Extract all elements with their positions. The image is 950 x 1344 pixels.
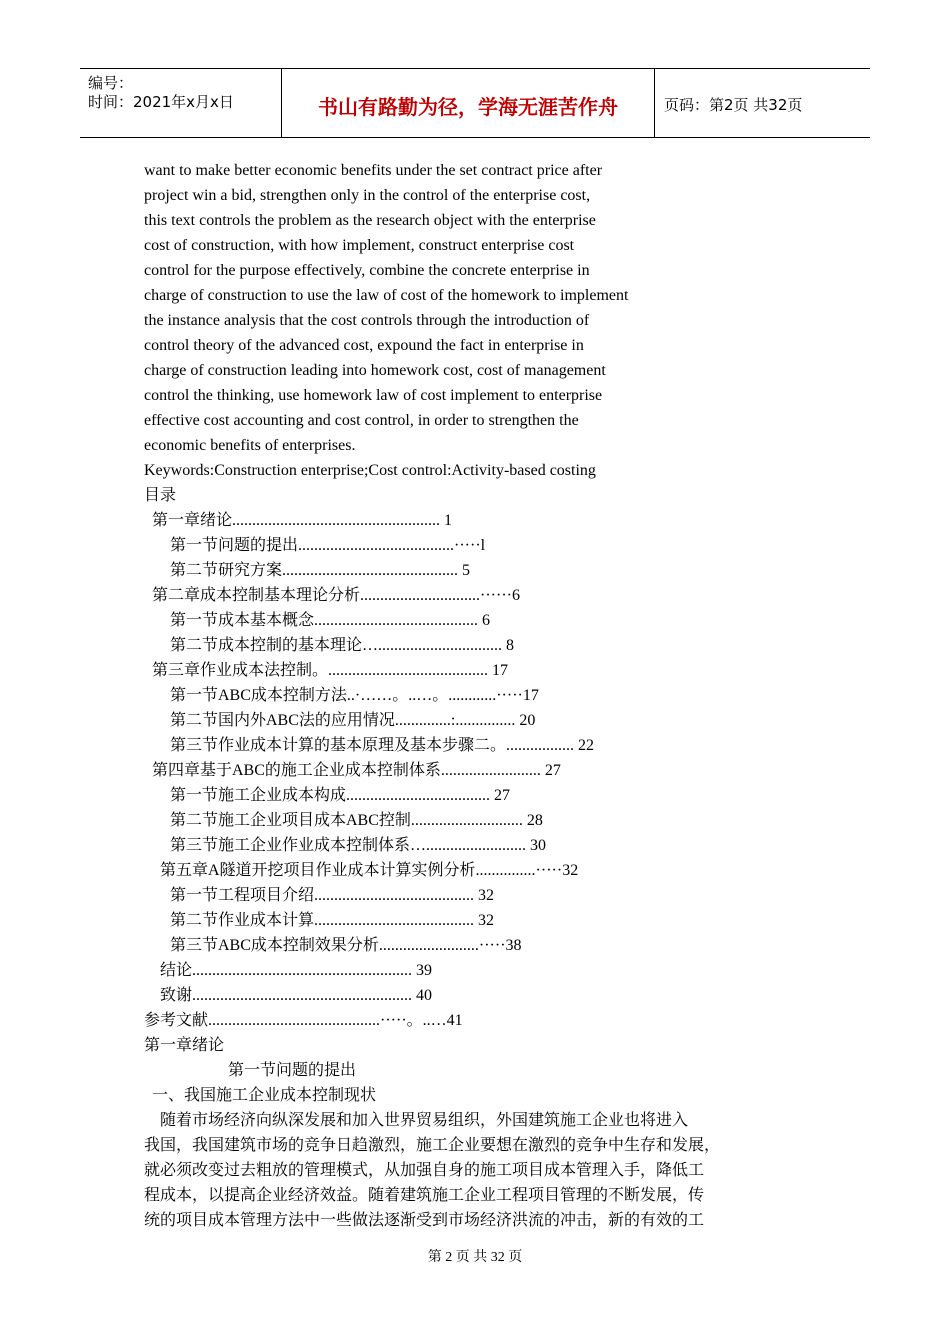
toc-entry: 第二节作业成本计算........................................ 32	[170, 912, 495, 929]
header-info-cell	[80, 69, 280, 137]
keywords: Keywords:Construction enterprise;Cost control:Activity-based costing	[144, 462, 596, 479]
time-label: 时间：2021年x月x日	[88, 93, 234, 111]
body-paragraph	[144, 1108, 764, 1233]
document-body	[144, 158, 764, 1233]
abstract-line: this text controls the problem as the research object with the enterprise	[144, 212, 596, 229]
abstract-line: charge of construction to use the law of cost of the homework to implement	[144, 287, 629, 304]
abstract-line: effective cost accounting and cost control, in order to strengthen the	[144, 412, 579, 429]
chapter-title: 第一章绪论	[144, 1037, 225, 1054]
abstract-line: project win a bid, strengthen only in the control of the enterprise cost,	[144, 187, 591, 204]
toc-entry: 第二节成本控制的基本理论…............................... 8	[170, 637, 515, 654]
paragraph-line: 就必须改变过去粗放的管理模式，从加强自身的施工项目成本管理入手，降低工	[144, 1162, 705, 1179]
paragraph-line: 统的项目成本管理方法中一些做法逐渐受到市场经济洪流的冲击，新的有效的工	[144, 1212, 705, 1229]
page-header	[80, 68, 870, 138]
header-motto-cell	[281, 69, 655, 137]
toc-entry: 第一节问题的提出.......................................·····l	[170, 537, 486, 554]
toc-entry: 第三章作业成本法控制。........................................ 17	[152, 662, 509, 679]
section-title: 第一节问题的提出	[228, 1062, 357, 1079]
toc-entry: 第一节成本基本概念......................................... 6	[170, 612, 491, 629]
toc-entry: 第四章基于ABC的施工企业成本控制体系......................... 27	[152, 762, 561, 779]
toc-entry: 第一节工程项目介绍........................................ 32	[170, 887, 495, 904]
motto: 书山有路勤为径，学海无涯苦作舟	[318, 95, 618, 119]
subsection-title: 一、我国施工企业成本控制现状	[152, 1087, 377, 1104]
toc-entry: 第三节作业成本计算的基本原理及基本步骤二。................. 22	[170, 737, 595, 754]
header-page-cell	[655, 69, 870, 137]
abstract-line: control for the purpose effectively, combine the concrete enterprise in	[144, 262, 590, 279]
toc-entry: 第三节施工企业作业成本控制体系…......................... 30	[170, 837, 547, 854]
toc-entry: 第三节ABC成本控制效果分析.........................·····38	[170, 937, 522, 954]
abstract-line: economic benefits of enterprises.	[144, 437, 356, 454]
toc-entry: 第二节研究方案............................................ 5	[170, 562, 471, 579]
toc-entry: 参考文献...........................................·····。..…41	[144, 1012, 463, 1029]
abstract-line: charge of construction leading into homework cost, cost of management	[144, 362, 606, 379]
toc-entry: 第二节国内外ABC法的应用情况..............:............... 20	[170, 712, 536, 729]
abstract-line: the instance analysis that the cost controls through the introduction of	[144, 312, 590, 329]
table-of-contents	[144, 508, 764, 1033]
abstract-line: cost of construction, with how implement, construct enterprise cost	[144, 237, 575, 254]
paragraph-line: 我国，我国建筑市场的竞争日趋激烈，施工企业要想在激烈的竞争中生存和发展，	[144, 1137, 721, 1154]
abstract-line: control theory of the advanced cost, expound the fact in enterprise in	[144, 337, 584, 354]
toc-entry: 致谢....................................................... 40	[160, 987, 433, 1004]
page-number-label: 页码：第2页 共32页	[664, 96, 803, 114]
paragraph-line: 随着市场经济向纵深发展和加入世界贸易组织，外国建筑施工企业也将进入	[160, 1112, 689, 1129]
number-label: 编号：	[88, 74, 134, 92]
toc-entry: 第二节施工企业项目成本ABC控制............................ 28	[170, 812, 543, 829]
toc-title: 目录	[144, 487, 177, 504]
toc-entry: 第一章绪论.................................................... 1	[152, 512, 453, 529]
abstract	[144, 158, 764, 458]
toc-entry: 第五章A隧道开挖项目作业成本计算实例分析...............·····32	[160, 862, 579, 879]
toc-entry: 结论....................................................... 39	[160, 962, 433, 979]
abstract-line: want to make better economic benefits under the set contract price after	[144, 162, 603, 179]
page-footer: 第 2 页 共 32 页	[427, 1250, 523, 1265]
toc-entry: 第一节施工企业成本构成.................................... 27	[170, 787, 511, 804]
toc-entry: 第二章成本控制基本理论分析..............................······6	[152, 587, 520, 604]
toc-entry: 第一节ABC成本控制方法..·……。..…。............·····17	[170, 687, 539, 704]
abstract-line: control the thinking, use homework law of cost implement to enterprise	[144, 387, 603, 404]
paragraph-line: 程成本，以提高企业经济效益。随着建筑施工企业工程项目管理的不断发展，传	[144, 1187, 705, 1204]
